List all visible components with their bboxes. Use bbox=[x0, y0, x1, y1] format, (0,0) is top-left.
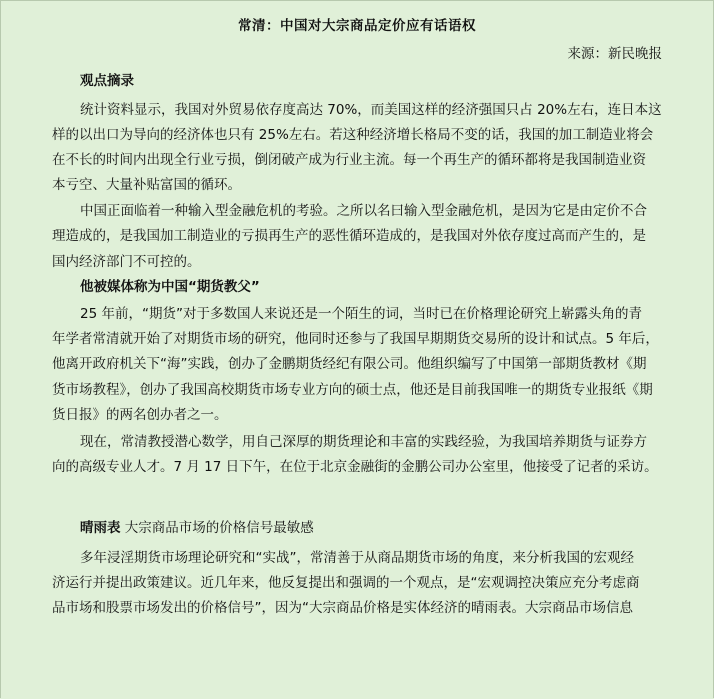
paragraph-line: 统计资料显示，我国对外贸易依存度高达 70%，而美国这样的经济强国只占 20%左右，连日本这 bbox=[80, 102, 662, 118]
section-heading-bold: 晴雨表 bbox=[80, 520, 121, 536]
paragraph-line: 在不长的时间内出现全行业亏损，倒闭破产成为行业主流。每一个再生产的循环都将是我国制造业资 bbox=[52, 152, 646, 168]
paragraph-line: 本亏空、大量补贴富国的循环。 bbox=[52, 177, 241, 193]
section-heading-excerpts: 观点摘录 bbox=[80, 73, 134, 89]
paragraph-line: 现在，常清教授潜心数学，用自己深厚的期货理论和丰富的实践经验，为我国培养期货与证券方 bbox=[80, 434, 647, 450]
paragraph-line: 样的以出口为导向的经济体也只有 25%左右。若这种经济增长格局不变的话，我国的加工制造业将会 bbox=[52, 127, 654, 143]
paragraph-line: 25 年前，“期货”对于多数国人来说还是一个陌生的词，当时已在价格理论研究上崭露头角的青 bbox=[80, 306, 642, 322]
article-source: 来源：新民晚报 bbox=[567, 46, 662, 62]
paragraph-line: 他离开政府机关下“海”实践，创办了金鹏期货经纪有限公司。他组织编写了中国第一部期货教材《期 bbox=[52, 356, 647, 372]
section-heading-futures-godfather: 他被媒体称为中国“期货教父” bbox=[80, 279, 260, 295]
paragraph-line: 货市场教程》，创办了我国高校期货市场专业方向的硕士点，他还是目前我国唯一的期货专业报纸《期 bbox=[52, 382, 653, 398]
paragraph-line: 理造成的，是我国加工制造业的亏损再生产的恶性循环造成的，是我国对外依存度过高而产生的，是 bbox=[52, 228, 646, 244]
section-heading-barometer bbox=[80, 516, 314, 536]
paragraph-line: 向的高级专业人才。7 月 17 日下午，在位于北京金融街的金鹏公司办公室里，他接受了记者的采访。 bbox=[52, 459, 658, 475]
paragraph-line: 多年浸淫期货市场理论研究和“实战”，常清善于从商品期货市场的角度，来分析我国的宏观经 bbox=[80, 550, 634, 566]
paragraph-line: 货日报》的两名创办者之一。 bbox=[52, 407, 228, 423]
paragraph-line: 济运行并提出政策建议。近几年来，他反复提出和强调的一个观点，是“宏观调控决策应充分考虑商 bbox=[52, 575, 640, 591]
paragraph-line: 国内经济部门不可控的。 bbox=[52, 254, 201, 270]
paragraph-line: 中国正面临着一种输入型金融危机的考验。之所以名曰输入型金融危机，是因为它是由定价不合 bbox=[80, 203, 647, 219]
section-heading-rest: 大宗商品市场的价格信号最敏感 bbox=[120, 520, 314, 536]
article-title: 常清：中国对大宗商品定价应有话语权 bbox=[238, 18, 476, 34]
paragraph-line: 品市场和股票市场发出的价格信号”，因为“大宗商品价格是实体经济的晴雨表。大宗商品市场信息 bbox=[52, 600, 633, 616]
paragraph-line: 年学者常清就开始了对期货市场的研究，他同时还参与了我国早期期货交易所的设计和试点。5 年后， bbox=[52, 331, 659, 347]
